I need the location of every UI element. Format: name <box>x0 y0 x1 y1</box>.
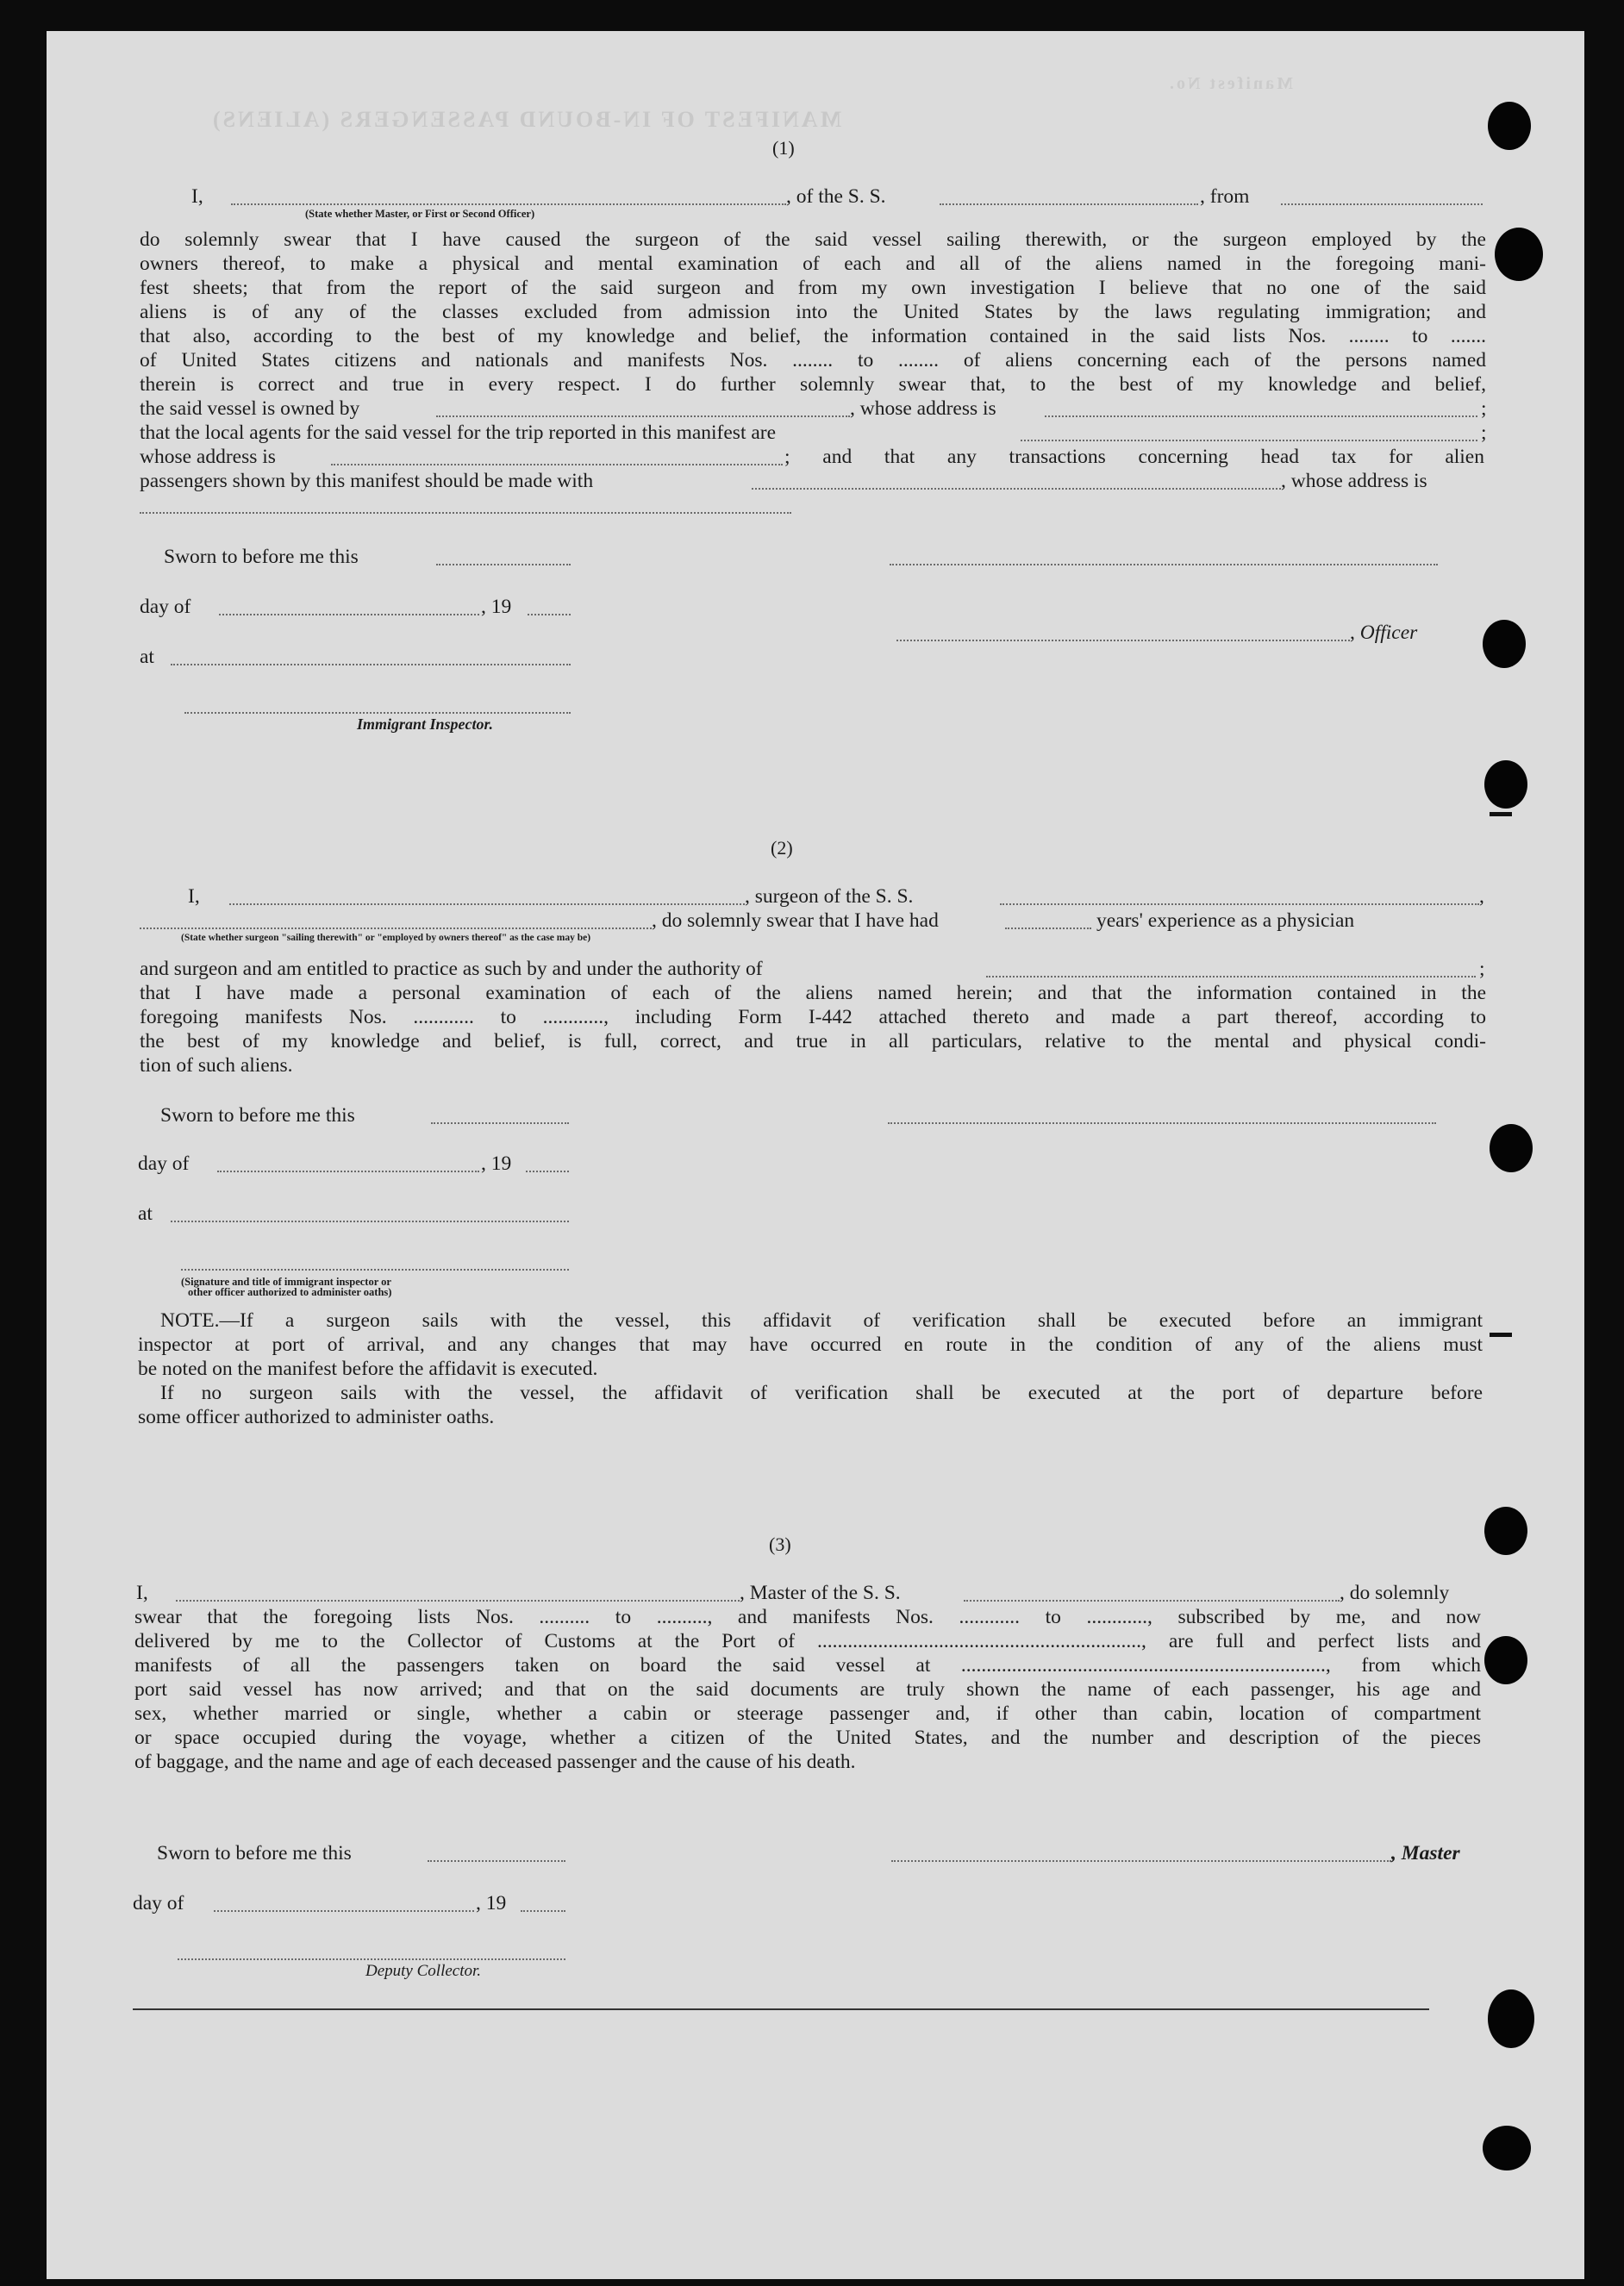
blank-line <box>171 1221 569 1222</box>
oath-text: , whose address is <box>1281 470 1427 492</box>
oath-paragraph <box>140 981 1486 1077</box>
section-number: (1) <box>772 137 795 159</box>
oath-text: passengers shown by this manifest should be made with <box>140 470 594 492</box>
note-line: inspector at port of arrival, and any changes that may have occurred en route in the condition of any of the aliens must <box>138 1334 1483 1356</box>
text-line: owners thereof, to make a physical and mental examination of each and all of the aliens named in the foregoing mani- <box>140 253 1486 275</box>
oath-text: the said vessel is owned by <box>140 397 360 420</box>
bleed-through-title: MANIFEST OF IN-BOUND PASSENGERS (ALIENS) <box>210 107 842 132</box>
oath-text: ; and that any transactions concerning head tax for alien <box>784 446 1484 468</box>
signature-line <box>888 1122 1436 1124</box>
punch-hole <box>1484 1636 1527 1684</box>
text-line: manifests of all the passengers taken on board the said vessel at ........................................................................, from which <box>134 1654 1481 1677</box>
punch-hole <box>1483 620 1526 668</box>
text-line: do solemnly swear that I have caused the surgeon of the said vessel sailing therewith, or the surgeon employed by the <box>140 228 1486 251</box>
blank-line <box>752 488 1281 490</box>
text-line: therein is correct and true in every respect. I do further solemnly swear that, to the best of my knowledge and belief, <box>140 373 1486 396</box>
officer-label: , Officer <box>1350 621 1418 644</box>
oath-text: , from <box>1200 185 1250 208</box>
signature-line <box>890 564 1438 565</box>
text-line: foregoing manifests Nos. ............ to ............, including Form I-442 attached thereto and made a part thereof, according to <box>140 1006 1486 1028</box>
text-line: delivered by me to the Collector of Customs at the Port of ................................................................, are full and perfect lists and <box>134 1630 1481 1652</box>
oath-text: , Master of the S. S. <box>740 1582 901 1604</box>
bottom-rule <box>133 2008 1429 2010</box>
blank-line <box>528 614 571 615</box>
inspector-caption: Immigrant Inspector. <box>357 715 494 733</box>
blank-line <box>428 1860 565 1862</box>
section-number: (2) <box>771 837 793 859</box>
blank-line <box>217 1171 479 1172</box>
oath-text: , do solemnly swear that I have had <box>652 909 939 932</box>
punch-hole <box>1484 1507 1527 1555</box>
text-line: port said vessel has now arrived; and that on the said documents are truly shown the name of each passenger, his age and <box>134 1678 1481 1701</box>
blank-line <box>1045 415 1477 417</box>
year-label: , 19 <box>481 1152 512 1175</box>
master-label: , Master <box>1391 1842 1460 1864</box>
signature-line <box>896 640 1350 641</box>
blank-line <box>964 1600 1340 1602</box>
punch-hole <box>1490 1124 1533 1172</box>
blank-line <box>176 1600 740 1602</box>
oath-text: and surgeon and am entitled to practice as such by and under the authority of <box>140 958 763 980</box>
oath-text: , surgeon of the S. S. <box>745 885 914 908</box>
punch-mark <box>1490 1333 1512 1337</box>
text-line: the best of my knowledge and belief, is full, correct, and true in all particulars, relative to the mental and physical condi- <box>140 1030 1486 1052</box>
text-line: of United States citizens and nationals and manifests Nos. ........ to ........ of aliens concerning each of the persons named <box>140 349 1486 372</box>
year-label: , 19 <box>476 1892 507 1914</box>
blank-line <box>331 464 783 465</box>
blank-line <box>229 903 745 905</box>
at-label: at <box>140 646 154 668</box>
text-line: of baggage, and the name and age of each deceased passenger and the cause of his death. <box>134 1751 856 1773</box>
blank-line <box>219 614 479 615</box>
text-line: tion of such aliens. <box>140 1054 293 1077</box>
note-line: be noted on the manifest before the affidavit is executed. <box>138 1358 598 1380</box>
note-line: NOTE.—If a surgeon sails with the vessel, this affidavit of verification shall be executed before an immigrant <box>160 1309 1483 1332</box>
section-number: (3) <box>769 1533 791 1555</box>
day-label: day of <box>138 1152 190 1175</box>
oath-text: I, <box>188 885 200 908</box>
oath-paragraph <box>134 1605 1481 1774</box>
blank-line <box>940 203 1198 205</box>
sworn-label: Sworn to before me this <box>157 1842 352 1864</box>
text-line: sex, whether married or single, whether a cabin or steerage passenger and, if other than cabin, location of compartment <box>134 1702 1481 1725</box>
field-caption: (State whether surgeon "sailing therewith" or "employed by owners thereof" as the case may be) <box>181 933 591 943</box>
oath-text: , of the S. S. <box>786 185 886 208</box>
bleed-through-manifest-no: Manifest No. <box>1167 74 1293 93</box>
text-line: aliens is of any of the classes excluded from admission into the United States by the laws regulating immigration; and <box>140 301 1486 323</box>
signature-line <box>181 1269 569 1271</box>
blank-line <box>214 1910 474 1912</box>
field-caption: (State whether Master, or First or Second Officer) <box>305 208 535 220</box>
note-line: If no surgeon sails with the vessel, the affidavit of verification shall be executed at the port of departure before <box>160 1382 1483 1404</box>
punch-hole <box>1488 102 1531 150</box>
blank-line <box>431 1122 569 1124</box>
signature-line <box>891 1860 1391 1862</box>
note-paragraph <box>138 1309 1483 1429</box>
blank-line <box>140 512 791 514</box>
oath-text: years' experience as a physician <box>1096 909 1355 932</box>
signature-line <box>184 712 571 714</box>
signature-caption: other officer authorized to administer oaths) <box>188 1286 392 1298</box>
oath-text: ; <box>1481 422 1487 444</box>
oath-text: I, <box>136 1582 148 1604</box>
deputy-caption: Deputy Collector. <box>365 1962 482 1980</box>
blank-line <box>526 1171 569 1172</box>
text-line: that also, according to the best of my knowledge and belief, the information contained in the said lists Nos. ........ to ....... <box>140 325 1486 347</box>
signature-line <box>178 1958 565 1960</box>
oath-text: that the local agents for the said vessel for the trip reported in this manifest are <box>140 422 777 444</box>
punch-mark <box>1490 812 1512 816</box>
oath-text: , do solemnly <box>1340 1582 1450 1604</box>
blank-line <box>436 564 571 565</box>
document-page <box>47 31 1584 2279</box>
blank-line <box>1281 203 1483 205</box>
blank-line <box>1021 440 1477 441</box>
blank-line <box>1005 928 1091 929</box>
punch-hole <box>1484 760 1527 809</box>
blank-line <box>171 664 571 665</box>
blank-line <box>436 415 850 417</box>
blank-line <box>231 203 786 205</box>
note-line: some officer authorized to administer oaths. <box>138 1406 495 1428</box>
oath-text: ; <box>1479 958 1485 980</box>
day-label: day of <box>140 596 191 618</box>
oath-text: ; <box>1481 397 1487 420</box>
signature-caption: (Signature and title of immigrant inspector or <box>181 1276 391 1288</box>
year-label: , 19 <box>481 596 512 618</box>
oath-text: whose address is <box>140 446 276 468</box>
blank-line <box>140 928 652 929</box>
punch-hole <box>1495 228 1543 281</box>
text-line: or space occupied during the voyage, whether a citizen of the United States, and the number and description of the pieces <box>134 1727 1481 1749</box>
sworn-label: Sworn to before me this <box>160 1104 355 1127</box>
blank-line <box>521 1910 565 1912</box>
blank-line <box>986 976 1476 977</box>
oath-text: I, <box>191 185 203 208</box>
text-line: swear that the foregoing lists Nos. .......... to .........., and manifests Nos. ............ to ............, subscribed by me, and now <box>134 1606 1481 1628</box>
text-line: fest sheets; that from the report of the said surgeon and from my own investigation I believe that no one of the said <box>140 277 1486 299</box>
sworn-label: Sworn to before me this <box>164 546 359 568</box>
blank-line <box>1000 903 1479 905</box>
text-line: that I have made a personal examination of each of the aliens named herein; and that the information contained in the <box>140 982 1486 1004</box>
oath-text: , whose address is <box>850 397 996 420</box>
punch-hole <box>1488 1989 1534 2048</box>
punch-hole <box>1483 2126 1531 2170</box>
oath-text: , <box>1479 885 1484 908</box>
at-label: at <box>138 1202 153 1225</box>
day-label: day of <box>133 1892 184 1914</box>
oath-paragraph <box>140 228 1486 397</box>
